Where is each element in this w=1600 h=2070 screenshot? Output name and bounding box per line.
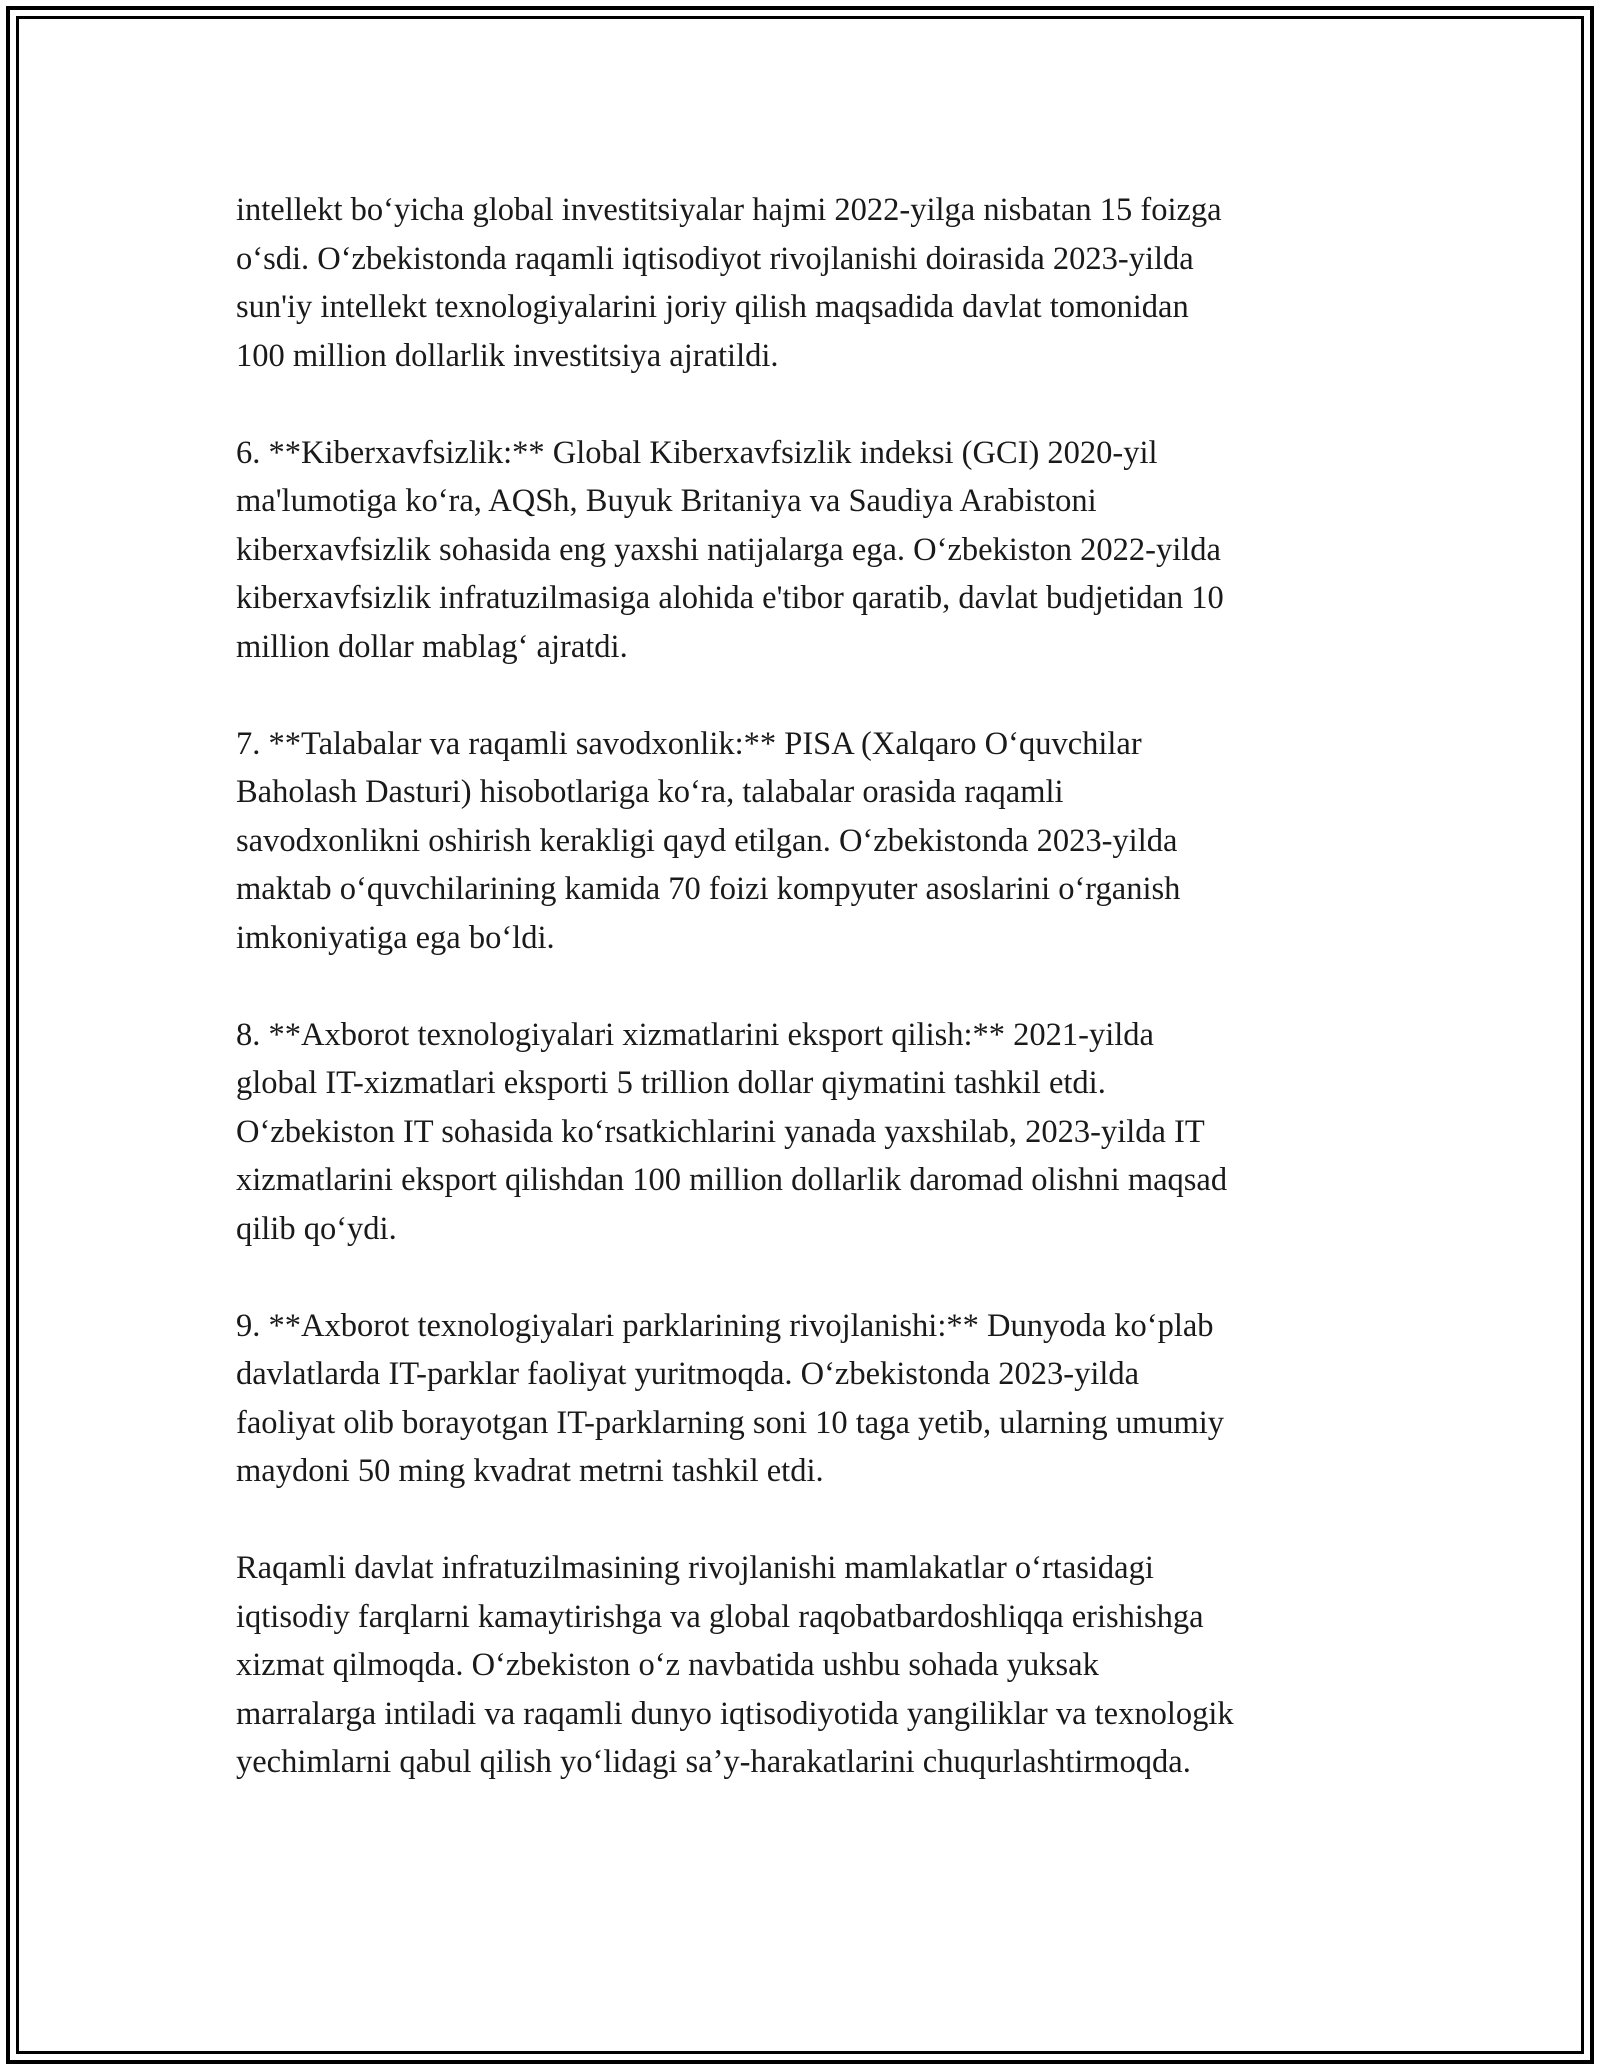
text-line: kiberxavfsizlik infratuzilmasiga alohida e'tibor qaratib, davlat budjetidan 10 [236,580,1224,616]
text-line: Baholash Dasturi) hisobotlariga koʻra, talabalar orasida raqamli [236,774,1064,810]
text-line: iqtisodiy farqlarni kamaytirishga va global raqobatbardoshliqqa erishishga [236,1598,1204,1635]
text-line: intellekt boʻyicha global investitsiyalar hajmi 2022-yilga nisbatan 15 foizga [236,192,1222,228]
text-line: 7. **Talabalar va raqamli savodxonlik:** PISA (Xalqaro Oʻquvchilar [236,725,1142,762]
text-line: yechimlarni qabul qilish yoʻlidagi saʼy-harakatlarini chuqurlashtirmoqda. [236,1744,1191,1780]
text-line: kiberxavfsizlik sohasida eng yaxshi natijalarga ega. Oʻzbekiston 2022-yilda [236,531,1221,568]
text-line: oʻsdi. Oʻzbekistonda raqamli iqtisodiyot rivojlanishi doirasida 2023-yilda [236,240,1194,277]
paragraph-item-6-cybersecurity [236,429,1376,672]
text-line: million dollar mablagʻ ajratdi. [236,628,628,665]
paragraph-item-8-it-export [236,1011,1376,1254]
text-line: Oʻzbekiston IT sohasida koʻrsatkichlarini yanada yaxshilab, 2023-yilda IT [236,1113,1205,1150]
text-line: Raqamli davlat infratuzilmasining rivojlanishi mamlakatlar oʻrtasidagi [236,1550,1154,1586]
text-line: davlatlarda IT-parklar faoliyat yuritmoqda. Oʻzbekistonda 2023-yilda [236,1356,1140,1392]
paragraph-item-7-digital-literacy [236,720,1376,963]
text-line: qilib qoʻydi. [236,1210,397,1247]
paragraph-ai-investment [236,186,1376,380]
text-line: 8. **Axborot texnologiyalari xizmatlarini eksport qilish:** 2021-yilda [236,1016,1154,1053]
text-line: xizmat qilmoqda. Oʻzbekiston oʻz navbatida ushbu sohada yuksak [236,1647,1099,1683]
text-line: savodxonlikni oshirish kerakligi qayd etilgan. Oʻzbekistonda 2023-yilda [236,822,1178,859]
document-body [236,186,1376,1835]
text-line: faoliyat olib borayotgan IT-parklarning soni 10 taga yetib, ularning umumiy [236,1404,1225,1441]
paragraph-item-9-it-parks [236,1302,1376,1496]
text-line: 9. **Axborot texnologiyalari parklarining rivojlanishi:** Dunyoda koʻplab [236,1307,1214,1344]
paragraph-conclusion [236,1544,1376,1787]
text-line: imkoniyatiga ega boʻldi. [236,919,555,956]
text-line: global IT-xizmatlari eksporti 5 trillion dollar qiymatini tashkil etdi. [236,1065,1106,1101]
text-line: ma'lumotiga koʻra, AQSh, Buyuk Britaniya va Saudiya Arabistoni [236,483,1097,519]
text-line: sun'iy intellekt texnologiyalarini joriy qilish maqsadida davlat tomonidan [236,289,1189,325]
text-line: xizmatlarini eksport qilishdan 100 million dollarlik daromad olishni maqsad [236,1162,1228,1198]
text-line: maktab oʻquvchilarining kamida 70 foizi kompyuter asoslarini oʻrganish [236,871,1181,907]
text-line: 6. **Kiberxavfsizlik:** Global Kiberxavfsizlik indeksi (GCI) 2020-yil [236,434,1158,471]
text-line: marralarga intiladi va raqamli dunyo iqtisodiyotida yangiliklar va texnologik [236,1695,1234,1732]
text-line: 100 million dollarlik investitsiya ajratildi. [236,337,779,374]
text-line: maydoni 50 ming kvadrat metrni tashkil etdi. [236,1453,824,1489]
